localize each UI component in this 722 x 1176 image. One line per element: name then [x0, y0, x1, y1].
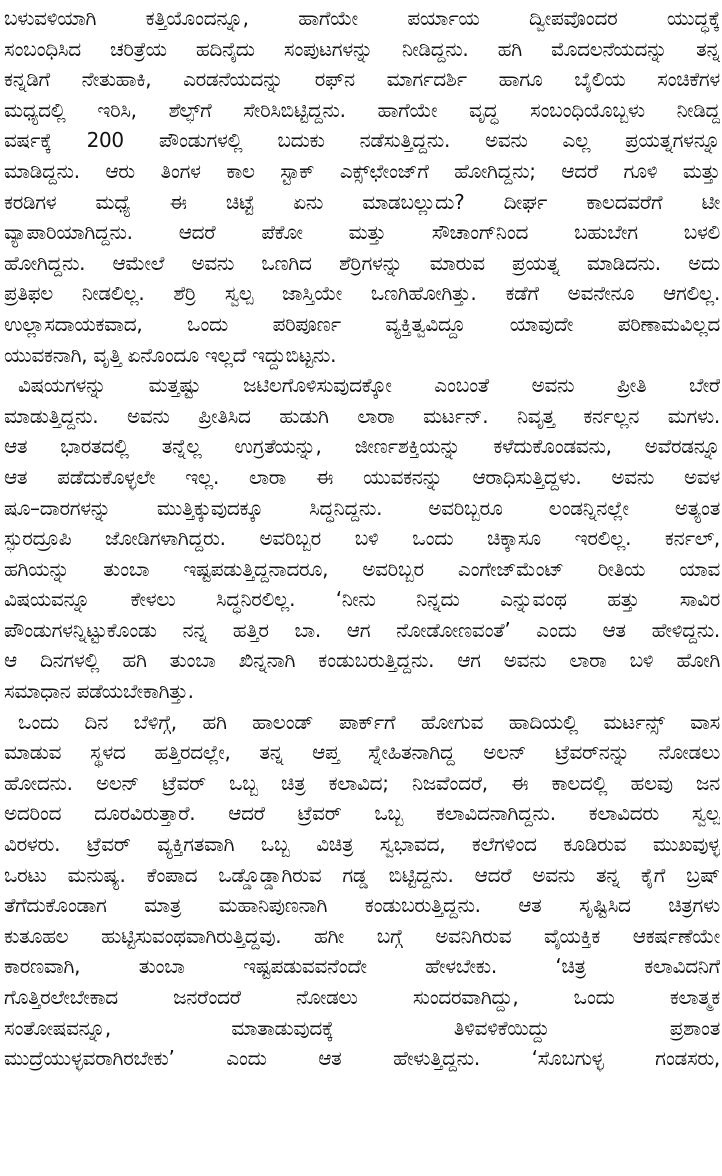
text-line: ಆತ ಪಡೆದುಕೊಳ್ಳಲೇ ಇಲ್ಲ. ಲಾರಾ ಈ ಯುವಕನನ್ನು ಆರಾಧಿಸುತ್ತಿದ್ದಳು. ಅವನು ಅವಳ [4, 464, 720, 489]
text-line: ಹಗಿಯನ್ನು ತುಂಬಾ ಇಷ್ಟಪಡುತ್ತಿದ್ದನಾದರೂ, ಅವರಿಬ್ಬರ ಎಂಗೇಜ್‌ಮೆಂಟ್ ರೀತಿಯ ಯಾವ [4, 556, 720, 581]
text-line: ಆತ ಭಾರತದಲ್ಲಿ ತನ್ನೆಲ್ಲ ಉಗ್ರತೆಯನ್ನು, ಜೀರ್ಣಶಕ್ತಿಯನ್ನು ಕಳೆದುಕೊಂಡವನು, ಅವೆರಡನ್ನೂ [4, 434, 720, 459]
text-line: ಕುತೂಹಲ ಹುಟ್ಟಿಸುವಂಥವಾಗಿರುತ್ತಿದ್ದವು. ಹಗೀ ಬಗ್ಗೆ ಅವನಿಗಿರುವ ವೈಯಕ್ತಿಕ ಆಕರ್ಷಣೆಯೇ [4, 923, 720, 948]
text-line: ಗೊತ್ತಿರಲೇಬೇಕಾದ ಜನರೆಂದರೆ ನೋಡಲು ಸುಂದರವಾಗಿದ್ದು, ಒಂದು ಕಲಾತ್ಮಕ [4, 985, 720, 1009]
text-line: ವಿಷಯಗಳನ್ನು ಮತ್ತಷ್ಟು ಜಟಿಲಗೊಳಿಸುವುದಕ್ಕೋ ಎಂಬಂತೆ ಅವನು ಪ್ರೀತಿ ಬೇರೆ [18, 373, 720, 398]
text-line: ಯುವಕನಾಗಿ, ವೃತ್ತಿ ಏನೊಂದೂ ಇಲ್ಲದೆ ಇದ್ದುಬಿಟ್ಟನು. [4, 342, 337, 367]
text-line: ಹೋದನು. ಅಲನ್ ಟ್ರೆವರ್ ಒಬ್ಬ ಚಿತ್ರ ಕಲಾವಿದ; ನಿಜವೆಂದರೆ, ಈ ಕಾಲದಲ್ಲಿ ಹಲವು ಜನ [4, 770, 720, 795]
text-line: ತೆಗೆದುಕೊಂಡಾಗ ಮಾತ್ರ ಮಹಾನಿಪುಣನಾಗಿ ಕಂಡುಬರುತ್ತಿದ್ದನು. ಆತ ಸೃಷ್ಟಿಸಿದ ಚಿತ್ರಗಳು [4, 893, 720, 918]
text-line: ಷೂ–ದಾರಗಳನ್ನು ಮುತ್ತಿಕ್ಕುವುದಕ್ಕೂ ಸಿದ್ಧನಿದ್ದನು. ಅವರಿಬ್ಬರೂ ಲಂಡನ್ನಿನಲ್ಲೇ ಅತ್ಯಂತ [4, 495, 720, 520]
text-line: ವ್ಯಾಪಾರಿಯಾಗಿದ್ದನು. ಆದರೆ ಪೆಕೋ ಮತ್ತು ಸೌಚಾಂಗ್‌ನಿಂದ ಬಹುಬೇಗ ಬಳಲಿ [4, 220, 720, 245]
paragraph-3 [4, 707, 720, 1074]
text-line: ಮಾಡಿದ್ದನು. ಆರು ತಿಂಗಳ ಕಾಲ ಸ್ಟಾಕ್ ಎಕ್ಸ್‌ಛೇಂಜ್‌ಗೆ ಹೋಗಿದ್ದನು; ಆದರೆ ಗೂಳಿ ಮತ್ತು [4, 158, 720, 183]
text-line: ಸಂತೋಷವನ್ನೂ, ಮಾತಾಡುವುದಕ್ಕೆ ತಿಳಿವಳಿಕೆಯಿದ್ದು ಪ್ರಶಾಂತ [4, 1015, 720, 1040]
text-line: ಅದರಿಂದ ದೂರವಿರುತ್ತಾರೆ. ಆದರೆ ಟ್ರೆವರ್ ಒಬ್ಬ ಕಲಾವಿದನಾಗಿದ್ದನು. ಕಲಾವಿದರು ಸ್ವಲ್ಪ [4, 801, 720, 826]
text-line: ಒರಟು ಮನುಷ್ಯ. ಕೆಂಪಾದ ಒಡ್ಡೊಡ್ಡಾಗಿರುವ ಗಡ್ಡ ಬಿಟ್ಟಿದ್ದನು. ಆದರೆ ಅವನು ತನ್ನ ಕೈಗೆ ಬ್ರಷ್ [4, 862, 720, 887]
text-line: ಮಾಡುತ್ತಿದ್ದನು. ಅವನು ಪ್ರೀತಿಸಿದ ಹುಡುಗಿ ಲಾರಾ ಮರ್ಟನ್. ನಿವೃತ್ತ ಕರ್ನಲ್ಲನ ಮಗಳು. [4, 403, 720, 428]
text-line: ಆ ದಿನಗಳಲ್ಲಿ ಹಗಿ ತುಂಬಾ ಖಿನ್ನನಾಗಿ ಕಂಡುಬರುತ್ತಿದ್ದನು. ಆಗ ಅವನು ಲಾರಾ ಬಳಿ ಹೋಗಿ [4, 648, 720, 673]
text-line: ಕಾರಣವಾಗಿ, ತುಂಬಾ ಇಷ್ಟಪಡುವವನೆಂದೇ ಹೇಳಬೇಕು. ‘ಚಿತ್ರ ಕಲಾವಿದನಿಗೆ [4, 954, 720, 979]
text-line: ಸ್ಫುರದ್ರೂಪಿ ಜೋಡಿಗಳಾಗಿದ್ದರು. ಅವರಿಬ್ಬರ ಬಳಿ ಒಂದು ಚಿಕ್ಕಾಸೂ ಇರಲಿಲ್ಲ. ಕರ್ನಲ್, [4, 526, 720, 551]
text-line: ಬಳುವಳಿಯಾಗಿ ಕತ್ತಿಯೊಂದನ್ನೂ, ಹಾಗೆಯೇ ಪರ್ಯಾಯ ದ್ವೀಪವೊಂದರ ಯುದ್ಧಕ್ಕೆ [4, 6, 720, 30]
text-line: ಪೌಂಡುಗಳನ್ನಿಟ್ಟುಕೊಂಡು ನನ್ನ ಹತ್ತಿರ ಬಾ. ಆಗ ನೋಡೋಣವಂತೆ’ ಎಂದು ಆತ ಹೇಳಿದ್ದನು. [4, 617, 720, 642]
text-line: ಸಮಾಧಾನ ಪಡೆಯಬೇಕಾಗಿತ್ತು. [4, 679, 194, 704]
text-line: ಹೋಗಿದ್ದನು. ಆಮೇಲೆ ಅವನು ಒಣಗಿದ ಶೆರ್ರಿಗಳನ್ನು ಮಾರುವ ಪ್ರಯತ್ನ ಮಾಡಿದನು. ಅದು [4, 250, 720, 275]
text-line: ಮಧ್ಯದಲ್ಲಿ ಇರಿಸಿ, ಶೆಲ್ಫ್‌ಗೆ ಸೇರಿಸಿಬಿಟ್ಟಿದ್ದನು. ಹಾಗೆಯೇ ವೃದ್ಧ ಸಂಬಂಧಿಯೊಬ್ಬಳು ನೀಡಿದ್ದ [4, 97, 720, 122]
text-line: ಉಲ್ಲಾಸದಾಯಕವಾದ, ಒಂದು ಪರಿಪೂರ್ಣ ವ್ಯಕ್ತಿತ್ವವಿದ್ದೂ ಯಾವುದೇ ಪರಿಣಾಮವಿಲ್ಲದ [4, 311, 720, 336]
text-line: ವಿಷಯವನ್ನೂ ಕೇಳಲು ಸಿದ್ಧನಿರಲಿಲ್ಲ. ‘ನೀನು ನಿನ್ನದು ಎನ್ನುವಂಥ ಹತ್ತು ಸಾವಿರ [4, 587, 720, 612]
text-line: ಒಂದು ದಿನ ಬೆಳಿಗ್ಗೆ, ಹಗಿ ಹಾಲಂಡ್ ಪಾರ್ಕ್‌ಗೆ ಹೋಗುವ ಹಾದಿಯಲ್ಲಿ ಮರ್ಟನ್ಸ್ ವಾಸ [18, 709, 720, 734]
text-line: ಕನ್ನಡಿಗೆ ನೇತುಹಾಕಿ, ಎರಡನೆಯದನ್ನು ರಫ್‌ನ ಮಾರ್ಗದರ್ಶಿ ಹಾಗೂ ಬೈಲಿಯ ಸಂಚಿಕೆಗಳ [4, 67, 720, 92]
text-line: ಮುದ್ರೆಯುಳ್ಳವರಾಗಿರಬೇಕು’ ಎಂದು ಆತ ಹೇಳುತ್ತಿದ್ದನು. ‘ಸೊಬಗುಳ್ಳ ಗಂಡಸರು, [4, 1046, 720, 1071]
paragraph-1 [4, 3, 720, 370]
text-line: ವರ್ಷಕ್ಕೆ 200 ಪೌಂಡುಗಳಲ್ಲಿ ಬದುಕು ನಡೆಸುತ್ತಿದ್ದನು. ಅವನು ಎಲ್ಲ ಪ್ರಯತ್ನಗಳನ್ನೂ [4, 128, 720, 153]
paragraph-2 [4, 370, 720, 707]
text-line: ವಿರಳರು. ಟ್ರೆವರ್ ವ್ಯಕ್ತಿಗತವಾಗಿ ಒಬ್ಬ ವಿಚಿತ್ರ ಸ್ವಭಾವದ, ಕಲೆಗಳಿಂದ ಕೂಡಿರುವ ಮುಖವುಳ್ಳ [4, 832, 720, 857]
text-line: ಪ್ರತಿಫಲ ನೀಡಲಿಲ್ಲ. ಶೆರ್ರಿ ಸ್ವಲ್ಪ ಜಾಸ್ತಿಯೇ ಒಣಗಿಹೋಗಿತ್ತು. ಕಡೆಗೆ ಅವನೇನೂ ಆಗಲಿಲ್ಲ. [4, 281, 720, 306]
text-line: ಮಾಡುವ ಸ್ಥಳದ ಹತ್ತಿರದಲ್ಲೇ, ತನ್ನ ಆಪ್ತ ಸ್ನೇಹಿತನಾಗಿದ್ದ ಅಲನ್ ಟ್ರೆವರ್‌ನನ್ನು ನೋಡಲು [4, 740, 720, 765]
text-line: ಸಂಬಂಧಿಸಿದ ಚರಿತ್ರೆಯ ಹದಿನೈದು ಸಂಪುಟಗಳನ್ನು ನೀಡಿದ್ದನು. ಹಗಿ ಮೊದಲನೆಯದನ್ನು ತನ್ನ [4, 36, 720, 61]
text-line: ಕರಡಿಗಳ ಮಧ್ಯೆ ಈ ಚಿಟ್ಟೆ ಏನು ಮಾಡಬಲ್ಲುದು? ದೀರ್ಘ ಕಾಲದವರೆಗೆ ಟೀ [4, 189, 720, 214]
